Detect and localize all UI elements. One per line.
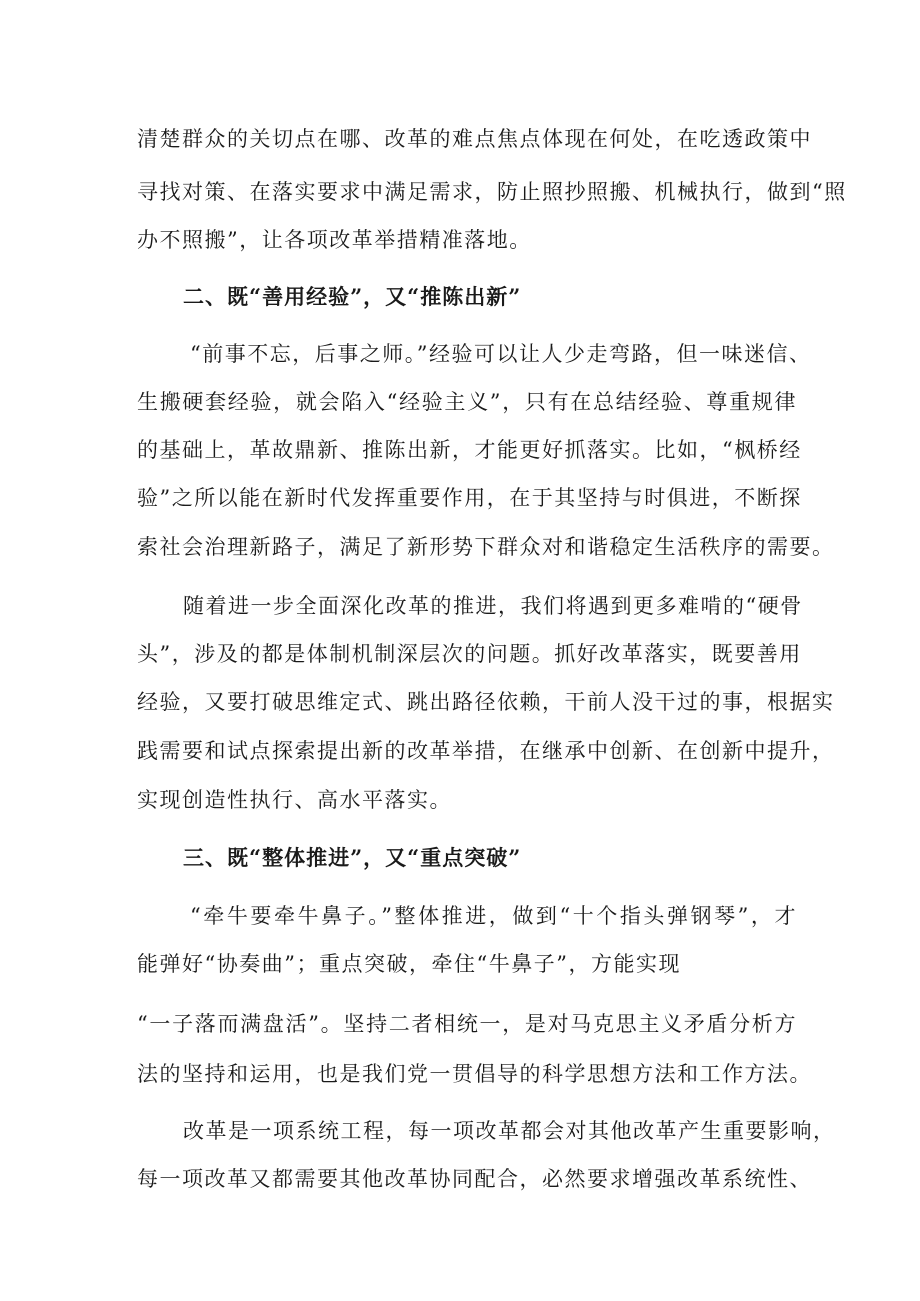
- paragraph-2-line-2: 生搬硬套经验，就会陷入“经验主义”，只有在总结经验、尊重规律: [137, 390, 797, 414]
- paragraph-4-line-3: “一子落而满盘活”。坚持二者相统一，是对马克思主义矛盾分析方: [137, 1012, 797, 1036]
- section-heading-3: 三、既“整体推进”，又“重点突破”: [183, 845, 522, 870]
- paragraph-3-line-5: 实现创造性执行、高水平落实。: [137, 788, 452, 812]
- paragraph-4-line-4: 法的坚持和运用，也是我们党一贯倡导的科学思想方法和工作方法。: [137, 1062, 812, 1086]
- section-heading-2: 二、既“善用经验”，又“推陈出新”: [183, 284, 522, 309]
- paragraph-3-line-3: 经验，又要打破思维定式、跳出路径依赖，干前人没干过的事，根据实: [137, 690, 835, 714]
- paragraph-3-line-1: 随着进一步全面深化改革的推进，我们将遇到更多难啃的“硬骨: [183, 594, 803, 618]
- paragraph-5-line-2: 每一项改革又都需要其他改革协同配合，必然要求增强改革系统性、: [137, 1167, 812, 1191]
- paragraph-2-line-5: 索社会治理新路子，满足了新形势下群众对和谐稳定生活秩序的需要。: [137, 535, 835, 559]
- paragraph-3-line-2: 头”，涉及的都是体制机制深层次的问题。抓好改革落实，既要善用: [137, 642, 802, 666]
- paragraph-1-line-2: 寻找对策、在落实要求中满足需求，防止照抄照搬、机械执行，做到“照: [137, 180, 847, 204]
- paragraph-1-line-1: 清楚群众的关切点在哪、改革的难点焦点体现在何处，在吃透政策中: [137, 127, 812, 151]
- paragraph-4-line-1: “牵牛要牵牛鼻子。”整体推进，做到“十个指头弹钢琴”，才: [190, 904, 797, 928]
- paragraph-3-line-4: 践需要和试点探索提出新的改革举措，在继承中创新、在创新中提升，: [137, 739, 835, 763]
- paragraph-5-line-1: 改革是一项系统工程，每一项改革都会对其他改革产生重要影响，: [183, 1119, 836, 1143]
- paragraph-1-line-3: 办不照搬”，让各项改革举措精准落地。: [137, 228, 532, 252]
- paragraph-4-line-2: 能弹好“协奏曲”；重点突破，牵住“牛鼻子”，方能实现: [137, 952, 681, 976]
- paragraph-2-line-3: 的基础上，革故鼎新、推陈出新，才能更好抓落实。比如，“枫桥经: [137, 438, 802, 462]
- paragraph-2-line-1: “前事不忘，后事之师。”经验可以让人少走弯路，但一味迷信、: [190, 342, 812, 366]
- paragraph-2-line-4: 验”之所以能在新时代发挥重要作用，在于其坚持与时俱进，不断探: [137, 486, 802, 510]
